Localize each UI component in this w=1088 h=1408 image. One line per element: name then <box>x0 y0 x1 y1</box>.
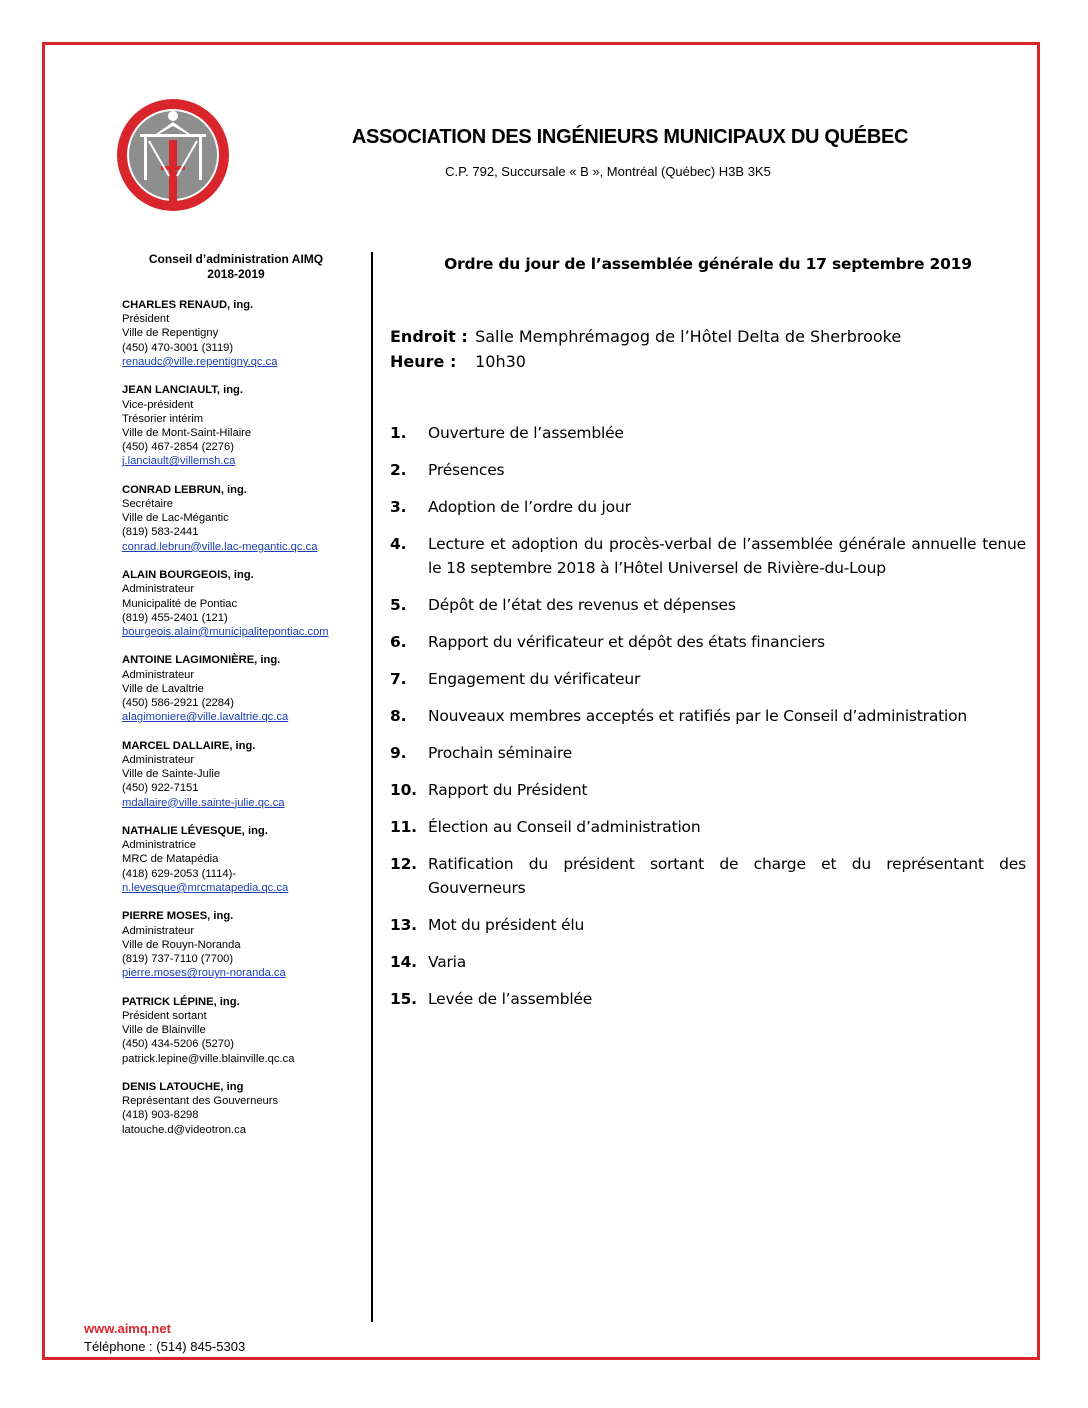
agenda-number: 5. <box>390 596 407 614</box>
member-phone: (418) 903-8298 <box>122 1109 199 1122</box>
member-role: Administratrice <box>122 839 196 852</box>
agenda-item <box>390 778 1026 802</box>
agenda-text: Lecture et adoption du procès-verbal de l’assemblée générale annuelle tenue le 18 septembre 2018 à l’Hôtel Universel de Rivière-du-Loup <box>428 535 1026 577</box>
member-phone: (450) 434-5206 (5270) <box>122 1038 234 1051</box>
agenda-text: Présences <box>428 461 505 479</box>
agenda-item <box>390 987 1026 1011</box>
location-label: Endroit : <box>390 327 468 346</box>
agenda-text: Nouveaux membres acceptés et ratifiés par le Conseil d’administration <box>428 707 968 725</box>
aimq-logo-icon <box>114 96 232 214</box>
board-member <box>122 298 362 369</box>
column-divider <box>371 252 373 1322</box>
board-title: Conseil d’administration AIMQ 2018-2019 <box>148 252 324 281</box>
agenda-number: 8. <box>390 707 407 725</box>
member-organization: Ville de Lac-Mégantic <box>122 512 229 525</box>
member-name: MARCEL DALLAIRE, ing. <box>122 739 256 752</box>
member-role: Président sortant <box>122 1009 207 1022</box>
agenda-text: Dépôt de l’état des revenus et dépenses <box>428 596 736 614</box>
member-organization: Ville de Blainville <box>122 1024 206 1037</box>
member-email-link[interactable]: n.levesque@mrcmatapedia.qc.ca <box>122 881 289 894</box>
agenda-text: Ouverture de l’assemblée <box>428 424 624 442</box>
member-name: NATHALIE LÉVESQUE, ing. <box>122 825 268 838</box>
member-organization: Ville de Sainte-Julie <box>122 768 221 781</box>
agenda-text: Mot du président élu <box>428 916 585 934</box>
location-row <box>390 324 901 349</box>
agenda-item <box>390 950 1026 974</box>
agenda-item <box>390 667 1026 691</box>
agenda-number: 6. <box>390 633 407 651</box>
agenda-item <box>390 630 1026 654</box>
location-value: Salle Memphrémagog de l’Hôtel Delta de Sherbrooke <box>475 327 902 346</box>
board-member <box>122 483 362 554</box>
board-member <box>122 909 362 980</box>
agenda-item <box>390 913 1026 937</box>
member-organization: Ville de Rouyn-Noranda <box>122 938 241 951</box>
member-role: Secrétaire <box>122 498 173 511</box>
member-name: JEAN LANCIAULT, ing. <box>122 384 243 397</box>
member-email-link[interactable]: alagimoniere@ville.lavaltrie.qc.ca <box>122 711 289 724</box>
member-phone: (819) 737-7110 (7700) <box>122 953 234 965</box>
member-name: ALAIN BOURGEOIS, ing. <box>122 569 254 582</box>
member-name: PIERRE MOSES, ing. <box>122 910 234 923</box>
agenda-item <box>390 741 1026 765</box>
agenda-text: Engagement du vérificateur <box>428 670 641 688</box>
member-email-link[interactable]: conrad.lebrun@ville.lac-megantic.qc.ca <box>122 540 318 553</box>
agenda-text: Élection au Conseil d’administration <box>428 818 701 836</box>
member-email: latouche.d@videotron.ca <box>122 1123 246 1136</box>
footer <box>84 1320 245 1356</box>
phone-number: Téléphone : (514) 845-5303 <box>84 1339 246 1354</box>
member-email-link[interactable]: renaudc@ville.repentigny.qc.ca <box>122 355 278 368</box>
member-organization: MRC de Matapédia <box>122 853 219 866</box>
time-value: 10h30 <box>475 352 526 371</box>
board-member <box>122 995 362 1066</box>
member-name: DENIS LATOUCHE, ing <box>122 1081 244 1094</box>
member-phone: (450) 470-3001 (3119) <box>122 341 234 354</box>
member-role: Trésorier intérim <box>122 412 204 425</box>
member-name: CONRAD LEBRUN, ing. <box>122 483 247 496</box>
member-phone: (450) 586-2921 (2284) <box>122 697 234 710</box>
board-member <box>122 824 362 895</box>
board-member <box>122 1080 362 1137</box>
member-role: Administrateur <box>122 924 195 937</box>
agenda-number: 11. <box>390 818 417 836</box>
member-phone: (450) 922-7151 <box>122 782 199 795</box>
member-email: patrick.lepine@ville.blainville.qc.ca <box>122 1052 295 1065</box>
agenda-item <box>390 815 1026 839</box>
member-organization: Ville de Lavaltrie <box>122 682 204 695</box>
agenda-number: 13. <box>390 916 417 934</box>
agenda-number: 10. <box>390 781 417 799</box>
organization-address: C.P. 792, Succursale « B », Montréal (Québec) H3B 3K5 <box>445 164 771 179</box>
member-phone: (418) 629-2053 (1114)- <box>122 867 237 880</box>
time-row <box>390 349 901 374</box>
member-organization: Municipalité de Pontiac <box>122 597 238 610</box>
member-role: Administrateur <box>122 583 195 596</box>
member-phone: (819) 583-2441 <box>122 526 199 539</box>
board-member <box>122 383 362 468</box>
member-organization: Ville de Repentigny <box>122 327 219 340</box>
member-role: Représentant des Gouverneurs <box>122 1095 279 1108</box>
agenda-item <box>390 421 1026 445</box>
agenda-item <box>390 532 1026 580</box>
agenda-text: Levée de l’assemblée <box>428 990 593 1008</box>
member-name: PATRICK LÉPINE, ing. <box>122 995 240 1008</box>
website-link[interactable]: www.aimq.net <box>84 1321 171 1336</box>
member-role: Administrateur <box>122 668 195 681</box>
agenda-number: 4. <box>390 535 407 553</box>
member-role: Vice-président <box>122 398 194 411</box>
member-phone: (450) 467-2854 (2276) <box>122 441 234 454</box>
agenda-item <box>390 495 1026 519</box>
agenda-text: Varia <box>428 953 467 971</box>
agenda-number: 7. <box>390 670 407 688</box>
agenda-number: 14. <box>390 953 417 971</box>
organization-name: ASSOCIATION DES INGÉNIEURS MUNICIPAUX DU QUÉBEC <box>351 126 909 148</box>
member-email-link[interactable]: j.lanciault@villemsh.ca <box>122 455 236 468</box>
agenda-number: 9. <box>390 744 407 762</box>
member-role: Administrateur <box>122 753 195 766</box>
member-organization: Ville de Mont-Saint-Hilaire <box>122 426 252 439</box>
member-email-link[interactable]: pierre.moses@rouyn-noranda.ca <box>122 967 286 980</box>
member-email-link[interactable]: mdallaire@ville.sainte-julie.qc.ca <box>122 796 285 809</box>
member-email-link[interactable]: bourgeois.alain@municipalitepontiac.com <box>122 625 329 638</box>
member-phone: (819) 455-2401 (121) <box>122 611 228 624</box>
board-member <box>122 739 362 810</box>
agenda-text: Adoption de l’ordre du jour <box>428 498 631 516</box>
time-label: Heure : <box>390 352 457 371</box>
meeting-info <box>390 324 901 374</box>
agenda-list <box>390 421 1026 1024</box>
agenda-text: Ratification du président sortant de charge et du représentant des Gouverneurs <box>428 855 1026 897</box>
member-role: Président <box>122 313 170 326</box>
agenda-number: 12. <box>390 855 417 873</box>
agenda-item <box>390 458 1026 482</box>
agenda-item <box>390 852 1026 900</box>
board-sidebar <box>122 252 362 1151</box>
board-member <box>122 653 362 724</box>
agenda-item <box>390 704 1026 728</box>
agenda-number: 3. <box>390 498 407 516</box>
agenda-text: Rapport du vérificateur et dépôt des états financiers <box>428 633 825 651</box>
agenda-text: Rapport du Président <box>428 781 588 799</box>
member-name: ANTOINE LAGIMONIÈRE, ing. <box>122 654 281 667</box>
agenda-item <box>390 593 1026 617</box>
agenda-text: Prochain séminaire <box>428 744 573 762</box>
agenda-number: 15. <box>390 990 417 1008</box>
agenda-number: 2. <box>390 461 407 479</box>
agenda-title: Ordre du jour de l’assemblée générale du 17 septembre 2019 <box>444 255 972 273</box>
agenda-number: 1. <box>390 424 407 442</box>
member-name: CHARLES RENAUD, ing. <box>122 299 254 311</box>
board-member <box>122 568 362 639</box>
